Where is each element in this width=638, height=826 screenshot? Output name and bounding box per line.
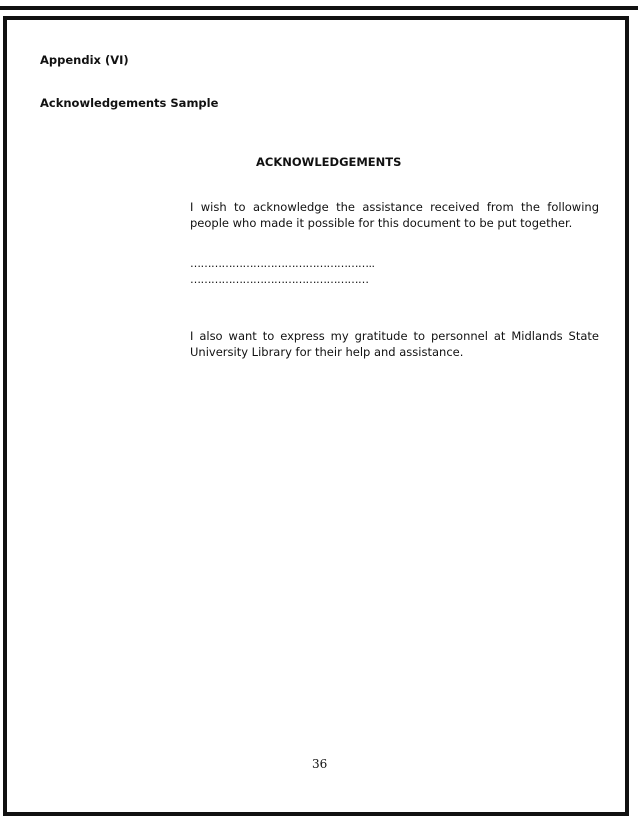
page-number: 36 xyxy=(312,757,328,771)
acknowledgement-paragraph-1: I wish to acknowledge the assistance received from the following people who made it possible for this document to be put together. xyxy=(190,200,599,230)
acknowledgements-heading: ACKNOWLEDGEMENTS xyxy=(256,155,402,169)
page-border xyxy=(3,16,629,816)
dotted-placeholder-line-2: …………………………………………… xyxy=(190,273,369,286)
acknowledgement-paragraph-2: I also want to express my gratitude to personnel at Midlands State University Library for their help and assistance. xyxy=(190,329,599,359)
dotted-placeholder-line-1: …………………………………………….. xyxy=(190,257,375,270)
top-rule xyxy=(0,6,638,10)
section-title: Acknowledgements Sample xyxy=(40,96,219,110)
appendix-title: Appendix (VI) xyxy=(40,53,129,67)
